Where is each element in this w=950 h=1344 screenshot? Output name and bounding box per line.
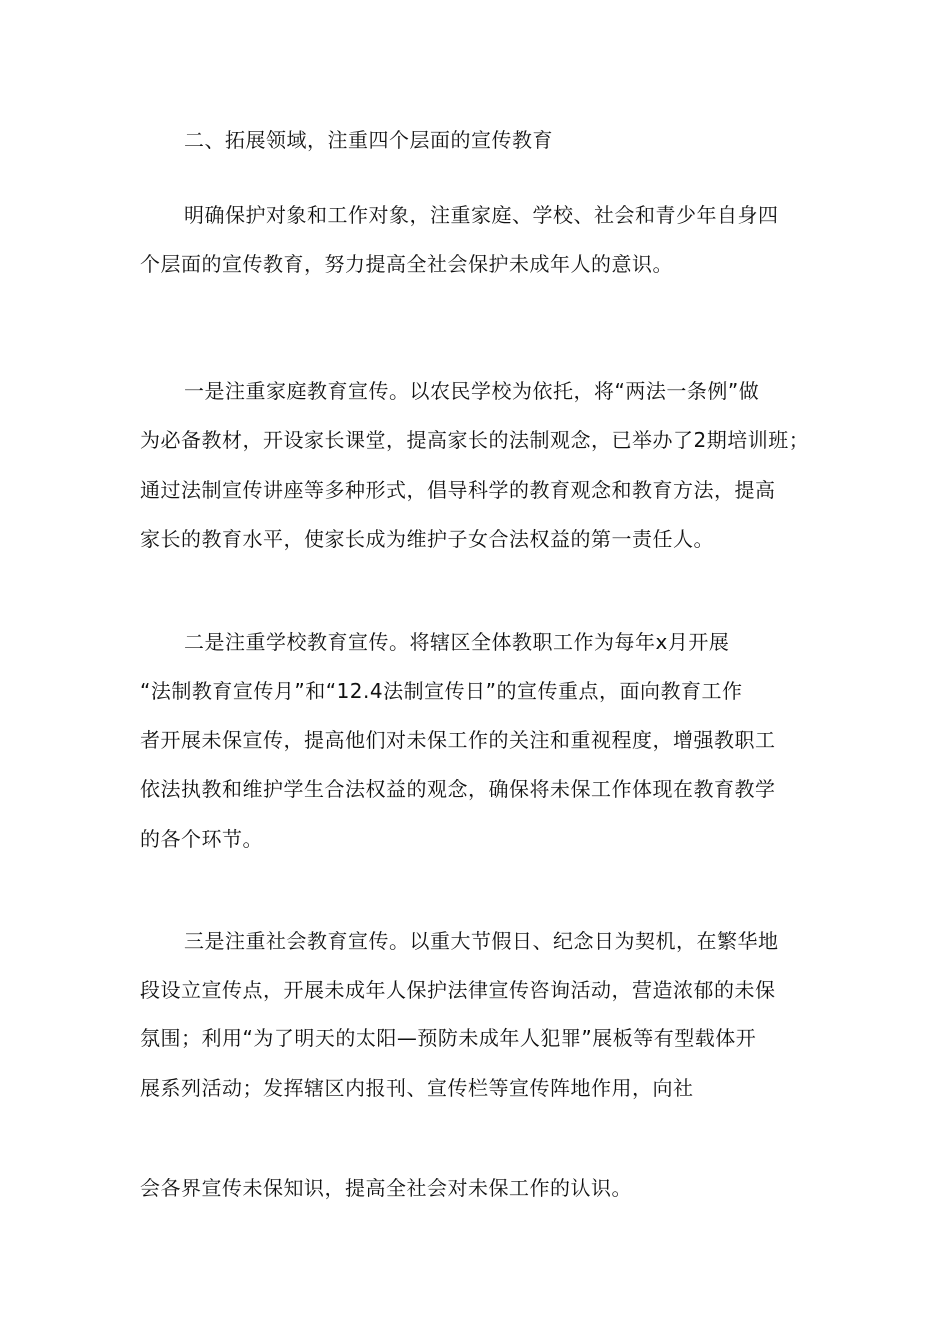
paragraph-4-line-3: 氛围；利用“为了明天的太阳—预防未成年人犯罪”展板等有型载体开 — [140, 1026, 757, 1050]
paragraph-4-line-1: 三是注重社会教育宣传。以重大节假日、纪念日为契机，在繁华地 — [184, 929, 779, 953]
paragraph-2-line-4: 家长的教育水平，使家长成为维护子女合法权益的第一责任人。 — [140, 527, 714, 551]
paragraph-3-line-4: 依法执教和维护学生合法权益的观念，确保将未保工作体现在教育教学 — [140, 777, 776, 801]
paragraph-4-line-2: 段设立宣传点，开展未成年人保护法律宣传咨询活动，营造浓郁的未保 — [140, 978, 776, 1002]
paragraph-2-line-3: 通过法制宣传讲座等多种形式，倡导科学的教育观念和教育方法，提高 — [140, 478, 776, 502]
paragraph-1-line-2: 个层面的宣传教育，努力提高全社会保护未成年人的意识。 — [140, 252, 673, 276]
paragraph-3-line-5: 的各个环节。 — [140, 827, 263, 851]
paragraph-3-line-1: 二是注重学校教育宣传。将辖区全体教职工作为每年x月开展 — [184, 630, 730, 654]
paragraph-3-line-3: 者开展未保宣传，提高他们对未保工作的关注和重视程度，增强教职工 — [140, 728, 776, 752]
paragraph-1-line-1: 明确保护对象和工作对象，注重家庭、学校、社会和青少年自身四 — [184, 203, 779, 227]
paragraph-2-line-2: 为必备教材，开设家长课堂，提高家长的法制观念，已举办了2期培训班； — [140, 428, 810, 452]
section-heading: 二、拓展领域，注重四个层面的宣传教育 — [184, 128, 553, 152]
paragraph-3-line-2: “法制教育宣传月”和“12.4法制宣传日”的宣传重点，面向教育工作 — [140, 679, 743, 703]
paragraph-4-line-4: 展系列活动；发挥辖区内报刊、宣传栏等宣传阵地作用，向社 — [140, 1076, 694, 1100]
paragraph-4-line-5: 会各界宣传未保知识，提高全社会对未保工作的认识。 — [140, 1176, 632, 1200]
paragraph-2-line-1: 一是注重家庭教育宣传。以农民学校为依托，将“两法一条例”做 — [184, 379, 760, 403]
